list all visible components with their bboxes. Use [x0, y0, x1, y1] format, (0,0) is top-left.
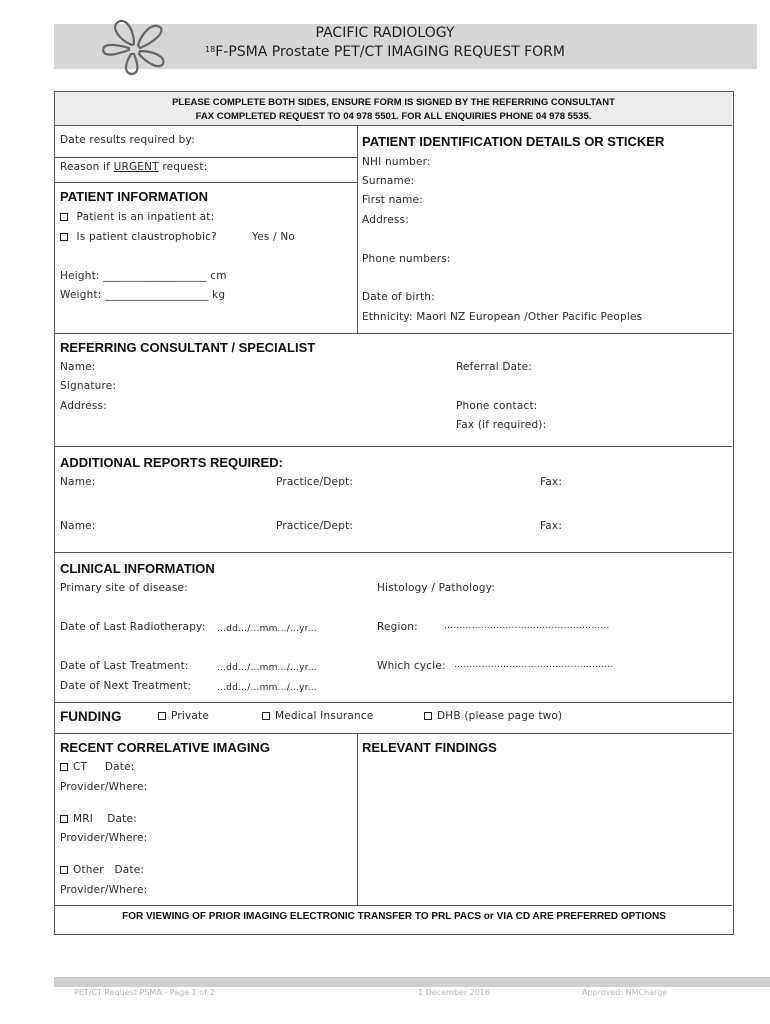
referrer-fax-field[interactable]: Fax (if required): — [456, 419, 547, 431]
divider — [55, 333, 732, 334]
dob-field[interactable]: Date of birth: — [362, 291, 435, 303]
patient-info-heading: PATIENT INFORMATION — [60, 189, 209, 204]
banner-line-2: FAX COMPLETED REQUEST TO 04 978 5501. FOR ALL ENQUIRIES PHONE 04 978 5535. — [195, 111, 592, 122]
last-radiotherapy-label: Date of Last Radiotherapy: — [60, 621, 206, 633]
ct-checkbox[interactable]: CT Date: — [60, 761, 135, 773]
referral-date-field[interactable]: Referral Date: — [456, 361, 533, 373]
checkbox-icon[interactable] — [262, 712, 270, 720]
additional-reports-heading: ADDITIONAL REPORTS REQUIRED: — [60, 455, 283, 470]
checkbox-icon[interactable] — [60, 815, 68, 823]
additional-fax-field[interactable]: Fax: — [540, 520, 563, 532]
funding-dhb-checkbox[interactable]: DHB (please page two) — [424, 710, 562, 722]
other-provider-field[interactable]: Provider/Where: — [60, 884, 148, 896]
phone-numbers-field[interactable]: Phone numbers: — [362, 253, 451, 265]
signature-field[interactable]: Signature: — [60, 380, 117, 392]
form-title — [0, 25, 770, 60]
divider — [55, 125, 732, 126]
nhi-field[interactable]: NHI number: — [362, 156, 431, 168]
urgent-reason-field[interactable]: Reason if URGENT request: — [60, 161, 208, 173]
referrer-address-field[interactable]: Address: — [60, 400, 107, 412]
region-input[interactable]: ……………………………………………… — [444, 621, 610, 631]
inpatient-checkbox[interactable]: Patient is an inpatient at: — [60, 211, 214, 223]
height-field[interactable]: Height: ___________________ cm — [60, 270, 227, 282]
last-radiotherapy-date[interactable]: ...dd.../...mm.../...yr... — [217, 624, 317, 634]
title-line-1: PACIFIC RADIOLOGY — [315, 25, 455, 41]
checkbox-icon[interactable] — [60, 233, 68, 241]
checkbox-icon[interactable] — [60, 213, 68, 221]
divider — [55, 905, 732, 906]
last-treatment-date[interactable]: ...dd.../...mm.../...yr... — [217, 663, 317, 673]
checkbox-icon[interactable] — [60, 866, 68, 874]
column-divider — [357, 125, 358, 333]
imaging-transfer-note: FOR VIEWING OF PRIOR IMAGING ELECTRONIC TRANSFER TO PRL PACS or VIA CD ARE PREFERRED OPTIONS — [122, 911, 666, 922]
next-treatment-label: Date of Next Treatment: — [60, 680, 192, 692]
checkbox-icon[interactable] — [424, 712, 432, 720]
which-cycle-input[interactable]: ……………………………………………. — [454, 660, 614, 670]
footer-date: 1 December 2016 — [418, 988, 491, 997]
mri-provider-field[interactable]: Provider/Where: — [60, 832, 148, 844]
banner-line-1: PLEASE COMPLETE BOTH SIDES, ENSURE FORM IS SIGNED BY THE REFERRING CONSULTANT — [172, 97, 615, 108]
mri-checkbox[interactable]: MRI Date: — [60, 813, 137, 825]
additional-name-field[interactable]: Name: — [60, 520, 96, 532]
divider — [55, 733, 732, 734]
checkbox-icon[interactable] — [158, 712, 166, 720]
additional-practice-field[interactable]: Practice/Dept: — [276, 476, 354, 488]
first-name-field[interactable]: First name: — [362, 194, 423, 206]
divider — [55, 552, 732, 553]
phone-contact-field[interactable]: Phone contact: — [456, 400, 538, 412]
weight-field[interactable]: Weight: ___________________ kg — [60, 289, 226, 301]
additional-name-field[interactable]: Name: — [60, 476, 96, 488]
primary-site-field[interactable]: Primary site of disease: — [60, 582, 188, 594]
divider — [55, 182, 357, 183]
ethnicity-field[interactable]: Ethnicity: Maori NZ European /Other Pacific Peoples — [362, 311, 643, 323]
ct-provider-field[interactable]: Provider/Where: — [60, 781, 148, 793]
divider — [55, 446, 732, 447]
imaging-heading: RECENT CORRELATIVE IMAGING — [60, 740, 270, 755]
other-checkbox[interactable]: Other Date: — [60, 864, 144, 876]
divider — [55, 702, 732, 703]
next-treatment-date[interactable]: ...dd.../...mm.../...yr... — [217, 683, 317, 693]
last-treatment-label: Date of Last Treatment: — [60, 660, 189, 672]
additional-practice-field[interactable]: Practice/Dept: — [276, 520, 354, 532]
surname-field[interactable]: Surname: — [362, 175, 415, 187]
findings-heading: RELEVANT FINDINGS — [362, 740, 497, 755]
checkbox-icon[interactable] — [60, 763, 68, 771]
patient-id-heading: PATIENT IDENTIFICATION DETAILS OR STICKER — [362, 134, 665, 149]
funding-private-checkbox[interactable]: Private — [158, 710, 209, 722]
other-date-field[interactable]: Date: — [114, 864, 145, 876]
referring-heading: REFERRING CONSULTANT / SPECIALIST — [60, 340, 316, 355]
address-field[interactable]: Address: — [362, 214, 409, 226]
date-results-field[interactable]: Date results required by: — [60, 134, 195, 146]
divider — [55, 157, 357, 158]
claustrophobic-checkbox[interactable]: Is patient claustrophobic? — [60, 231, 217, 243]
funding-heading: FUNDING — [60, 709, 122, 724]
clinical-heading: CLINICAL INFORMATION — [60, 561, 215, 576]
which-cycle-label: Which cycle: — [377, 660, 446, 672]
footer-band — [54, 977, 770, 987]
title-line-2: $^{18}$F-PSMA Prostate PET/CT IMAGING REQUEST FORM — [205, 44, 565, 60]
mri-date-field[interactable]: Date: — [107, 813, 137, 825]
footer-page-label: PET/CT Request PSMA - Page 1 of 2 — [74, 988, 215, 997]
histology-field[interactable]: Histology / Pathology: — [377, 582, 496, 594]
claustrophobic-yes-no[interactable]: Yes / No — [252, 231, 296, 243]
funding-insurance-checkbox[interactable]: Medical Insurance — [262, 710, 373, 722]
additional-fax-field[interactable]: Fax: — [540, 476, 563, 488]
ct-date-field[interactable]: Date: — [104, 761, 135, 773]
footer-approved: Approved: NMCharge — [582, 988, 668, 997]
referrer-name-field[interactable]: Name: — [60, 361, 96, 373]
column-divider — [357, 733, 358, 905]
region-label: Region: — [377, 621, 418, 633]
